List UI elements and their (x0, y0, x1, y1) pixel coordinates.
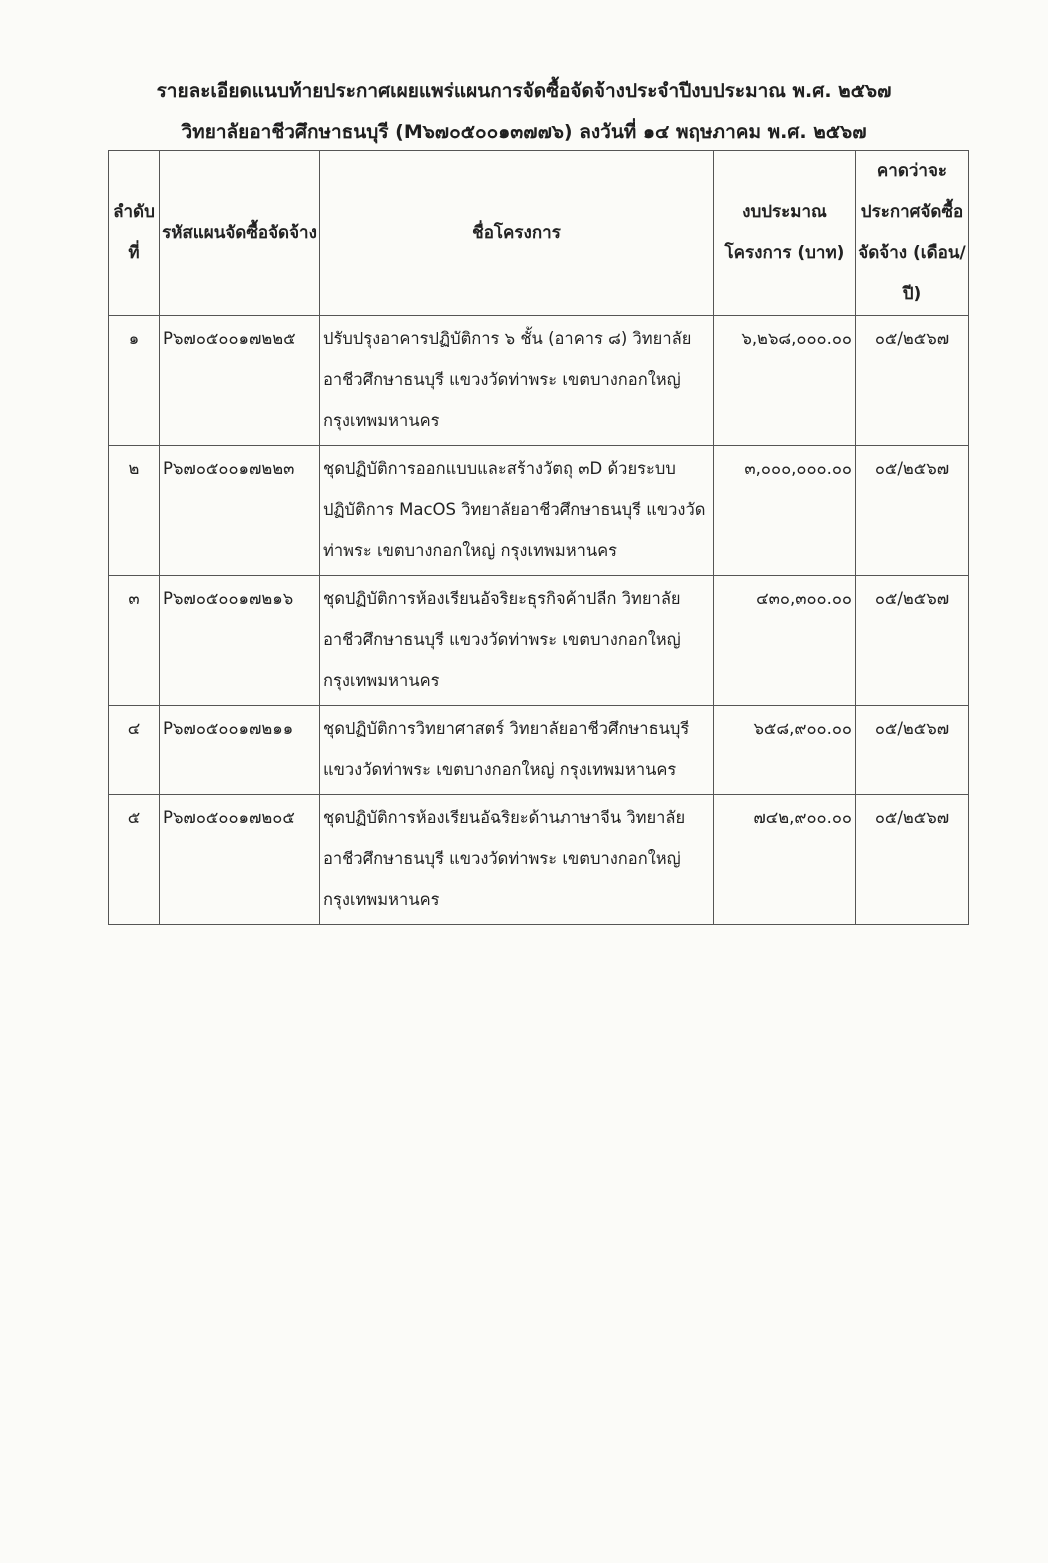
row-plan-code: P๖๗๐๕๐๐๑๗๒๐๕ (160, 795, 320, 925)
row-budget: ๖,๒๖๘,๐๐๐.๐๐ (714, 316, 856, 446)
column-header-name: ชื่อโครงการ (320, 151, 714, 316)
table-row (109, 316, 969, 446)
row-budget: ๔๓๐,๓๐๐.๐๐ (714, 576, 856, 706)
row-month: ๐๕/๒๕๖๗ (856, 576, 969, 706)
document-title-line1: รายละเอียดแนบท้ายประกาศเผยแพร่แผนการจัดซื้อจัดจ้างประจำปีงบประมาณ พ.ศ. ๒๕๖๗ (156, 80, 892, 102)
row-month: ๐๕/๒๕๖๗ (856, 316, 969, 446)
table-row (109, 706, 969, 795)
row-budget: ๗๔๒,๙๐๐.๐๐ (714, 795, 856, 925)
row-no: ๕ (109, 795, 160, 925)
table-row (109, 576, 969, 706)
row-project-name: ชุดปฏิบัติการห้องเรียนอัจริยะธุรกิจค้าปลีก วิทยาลัยอาชีวศึกษาธนบุรี แขวงวัดท่าพระ เขตบางกอกใหญ่ กรุงเทพมหานคร (320, 576, 714, 706)
column-header-month: คาดว่าจะประกาศจัดซื้อจัดจ้าง (เดือน/ปี) (856, 151, 969, 316)
row-project-name: ชุดปฏิบัติการออกแบบและสร้างวัตถุ ๓D ด้วยระบบปฏิบัติการ MacOS วิทยาลัยอาชีวศึกษาธนบุรี แขวงวัดท่าพระ เขตบางกอกใหญ่ กรุงเทพมหานคร (320, 446, 714, 576)
column-header-no: ลำดับที่ (109, 151, 160, 316)
document-title-line2: วิทยาลัยอาชีวศึกษาธนบุรี (M๖๗๐๕๐๐๑๓๗๗๖) ลงวันที่ ๑๔ พฤษภาคม พ.ศ. ๒๕๖๗ (181, 121, 867, 143)
table-row (109, 795, 969, 925)
table-row (109, 446, 969, 576)
row-budget: ๓,๐๐๐,๐๐๐.๐๐ (714, 446, 856, 576)
row-month: ๐๕/๒๕๖๗ (856, 446, 969, 576)
row-no: ๔ (109, 706, 160, 795)
row-project-name: ปรับปรุงอาคารปฏิบัติการ ๖ ชั้น (อาคาร ๘) วิทยาลัยอาชีวศึกษาธนบุรี แขวงวัดท่าพระ เขตบางกอกใหญ่ กรุงเทพมหานคร (320, 316, 714, 446)
row-no: ๑ (109, 316, 160, 446)
row-month: ๐๕/๒๕๖๗ (856, 795, 969, 925)
column-header-code: รหัสแผนจัดซื้อจัดจ้าง (160, 151, 320, 316)
row-plan-code: P๖๗๐๕๐๐๑๗๒๑๖ (160, 576, 320, 706)
row-plan-code: P๖๗๐๕๐๐๑๗๒๒๓ (160, 446, 320, 576)
row-budget: ๖๕๘,๙๐๐.๐๐ (714, 706, 856, 795)
procurement-plan-table (108, 150, 969, 925)
row-no: ๓ (109, 576, 160, 706)
row-month: ๐๕/๒๕๖๗ (856, 706, 969, 795)
row-project-name: ชุดปฏิบัติการห้องเรียนอัฉริยะด้านภาษาจีน วิทยาลัยอาชีวศึกษาธนบุรี แขวงวัดท่าพระ เขตบางกอกใหญ่ กรุงเทพมหานคร (320, 795, 714, 925)
row-plan-code: P๖๗๐๕๐๐๑๗๒๑๑ (160, 706, 320, 795)
row-project-name: ชุดปฏิบัติการวิทยาศาสตร์ วิทยาลัยอาชีวศึกษาธนบุรี แขวงวัดท่าพระ เขตบางกอกใหญ่ กรุงเทพมหานคร (320, 706, 714, 795)
row-plan-code: P๖๗๐๕๐๐๑๗๒๒๕ (160, 316, 320, 446)
table-header-row (109, 151, 969, 316)
column-header-budget: งบประมาณโครงการ (บาท) (714, 151, 856, 316)
row-no: ๒ (109, 446, 160, 576)
